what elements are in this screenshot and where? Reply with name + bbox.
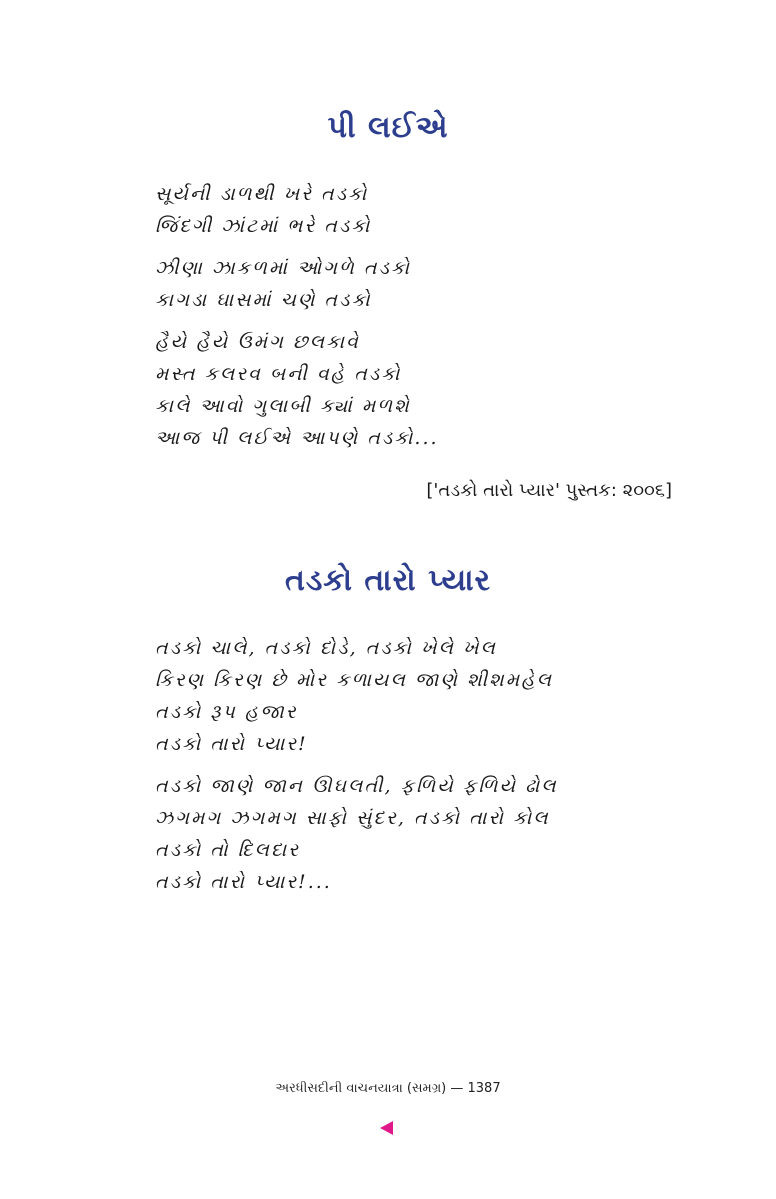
- poem-line: હૈયે હૈયે ઉમંગ છલકાવે: [155, 331, 360, 353]
- poem-title: પી લઈએ: [327, 110, 449, 145]
- poem-title: તડકો તારો પ્યાર: [284, 563, 492, 598]
- poem-line: મસ્ત કલરવ બની વહે તડકો: [155, 363, 402, 385]
- poem-line: તડકો રૂપ હજાર: [155, 701, 298, 723]
- poem-line: કાલે આવો ગુલાબી ક્યાં મળશે: [155, 395, 411, 417]
- poem-line: સૂર્યની ડાળથી ખરે તડકો: [155, 183, 369, 205]
- poem-line: આજ પી લઈએ આપણે તડકો...: [155, 427, 439, 449]
- page-marker-left-triangle-icon: [380, 1121, 393, 1135]
- poem-line: ઝીણા ઝાકળમાં ઓગળે તડકો: [155, 257, 412, 279]
- poem-line: ઝગમગ ઝગમગ સાફો સુંદર, તડકો તારો કોલ: [155, 807, 550, 829]
- poem-source-citation: ['તડકો તારો પ્યાર' પુસ્તક: ૨૦૦૬]: [426, 480, 672, 501]
- page-footer: અરધીસદીની વાચનયાત્રા (સમગ્ર) — 1387: [275, 1081, 501, 1096]
- poem-line: તડકો તો દિલદાર: [155, 839, 300, 861]
- poem-line: કાગડા ઘાસમાં ચણે તડકો: [155, 289, 372, 311]
- poem-line: કિરણ કિરણ છે મોર કળાયલ જાણે શીશમહેલ: [155, 669, 553, 691]
- poem-body: [155, 178, 715, 454]
- poem-line: તડકો ચાલે, તડકો દોડે, તડકો ખેલે ખેલ: [155, 637, 497, 659]
- poem-line: તડકો તારો પ્યાર!...: [155, 871, 332, 893]
- poem-line: જિંદગી ઝાંટમાં ભરે તડકો: [155, 215, 372, 237]
- poem-line: તડકો જાણે જાન ઊઘલતી, ફળિયે ફળિયે ઢોલ: [155, 775, 558, 797]
- poem-line: તડકો તારો પ્યાર!: [155, 733, 308, 755]
- poem-body: [155, 632, 715, 898]
